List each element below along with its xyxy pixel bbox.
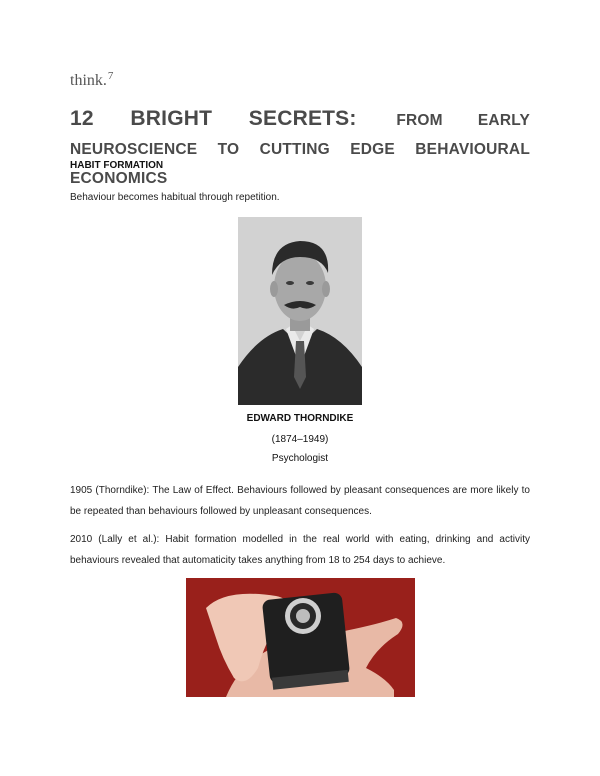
- brand-number: 7: [107, 70, 114, 82]
- title-lead: 12 BRIGHT SECRETS:: [70, 107, 357, 130]
- page-title: [70, 103, 530, 190]
- stamp-photo: [186, 578, 415, 697]
- section-heading: HABIT FORMATION: [70, 160, 164, 171]
- intro-text: Behaviour becomes habitual through repetition.: [70, 192, 280, 203]
- portrait-years: (1874–1949): [271, 434, 329, 445]
- paragraph-thorndike: 1905 (Thorndike): The Law of Effect. Behaviours followed by pleasant consequences are more likely to be repeated than behaviours followed by unpleasant consequences.: [70, 485, 530, 517]
- brand-logo: [70, 72, 113, 90]
- stamp-image: [186, 578, 415, 697]
- thorndike-portrait: [238, 217, 362, 405]
- brand-name: think.: [70, 72, 107, 89]
- portrait-image: [238, 217, 362, 405]
- portrait-name: EDWARD THORNDIKE: [246, 413, 354, 424]
- portrait-role: Psychologist: [271, 453, 329, 464]
- title-rest: FROM EARLY NEUROSCIENCE TO CUTTING EDGE BEHAVIOURAL ECONOMICS: [70, 112, 530, 187]
- paragraph-lally: 2010 (Lally et al.): Habit formation modelled in the real world with eating, drinking and activity behaviours revealed that automaticity takes anything from 18 to 254 days to achieve.: [70, 534, 530, 566]
